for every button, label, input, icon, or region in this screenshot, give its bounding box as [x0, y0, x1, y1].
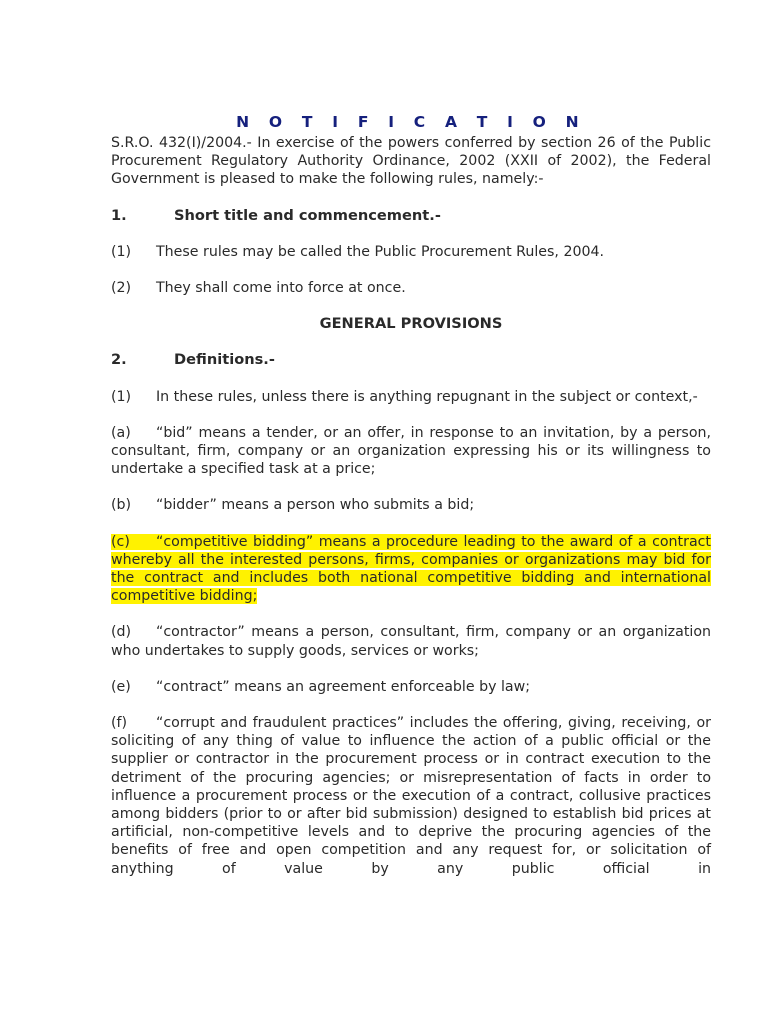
definition-b-text: “bidder” means a person who submits a bid; — [156, 497, 475, 514]
definition-b-label: (b) — [111, 497, 132, 514]
definition-e-text: “contract” means an agreement enforceable by law; — [156, 678, 531, 695]
general-provisions-heading: GENERAL PROVISIONS — [319, 315, 503, 333]
rule-1-1-text: These rules may be called the Public Procurement Rules, 2004. — [156, 243, 605, 260]
definition-f — [111, 714, 711, 878]
intro-paragraph: S.R.O. 432(I)/2004.- In exercise of the powers conferred by section 26 of the Public Procurement Regulatory Authority Ordinance, 2002 (XXII of 2002), the Federal Government is pleased to make the following rules, namely:- — [111, 135, 711, 188]
definition-e-label: (e) — [111, 678, 131, 695]
rule-1-1 — [111, 243, 711, 261]
section-2-number: 2. — [111, 351, 127, 369]
section-1-heading — [111, 207, 711, 225]
definition-c-text: “competitive bidding” means a procedure leading to the award of a contract whereby all the interested persons, firms, companies or organizations may bid for the contract and includes both national competitive bidding and international competitive bidding; — [111, 533, 711, 605]
definition-d-label: (d) — [111, 624, 132, 641]
definition-f-text: “corrupt and fraudulent practices” includes the offering, giving, receiving, or soliciting of any thing of value to influence the action of a public official or the supplier or contractor in the procurement process or in contract execution to the detriment of the procuring agencies; or misrepresentation of facts in order to influence a procurement process or the execution of a contract, collusive practices among bidders (prior to or after bid submission) designed to establish bid prices at artificial, non-competitive levels and to deprive the procuring agencies of the benefits of free and open competition and any request for, or solicitation of anything of value by any public official in — [111, 715, 711, 877]
section-1-title: Short title and commencement.- — [174, 206, 441, 224]
definition-b — [111, 496, 711, 514]
rule-1-2-number: (2) — [111, 280, 132, 297]
section-2-heading — [111, 351, 711, 369]
section-1-number: 1. — [111, 206, 127, 224]
definitions-intro — [111, 388, 711, 406]
notification-title: N O T I F I C A T I O N — [236, 113, 586, 131]
definition-d — [111, 623, 711, 659]
rule-1-2-text: They shall come into force at once. — [156, 280, 406, 297]
definitions-intro-text: In these rules, unless there is anything repugnant in the subject or context,- — [156, 388, 698, 405]
definition-c-highlight — [111, 534, 711, 605]
definition-a-text: “bid” means a tender, or an offer, in response to an invitation, by a person, consultant, firm, company or an organization expressing his or its willingness to undertake a specified task at a price; — [111, 424, 711, 478]
document-page — [111, 112, 711, 878]
definition-e — [111, 678, 711, 696]
definition-f-label: (f) — [111, 715, 128, 732]
rule-1-2 — [111, 279, 711, 297]
rule-1-1-number: (1) — [111, 243, 132, 260]
section-2-title: Definitions.- — [174, 351, 275, 369]
definition-c-label: (c) — [111, 533, 130, 550]
definitions-intro-number: (1) — [111, 388, 132, 405]
definition-c — [111, 533, 711, 606]
definition-a-label: (a) — [111, 424, 131, 441]
definition-a — [111, 424, 711, 479]
definition-d-text: “contractor” means a person, consultant, firm, company or an organization who undertakes to supply goods, services or works; — [111, 624, 711, 659]
